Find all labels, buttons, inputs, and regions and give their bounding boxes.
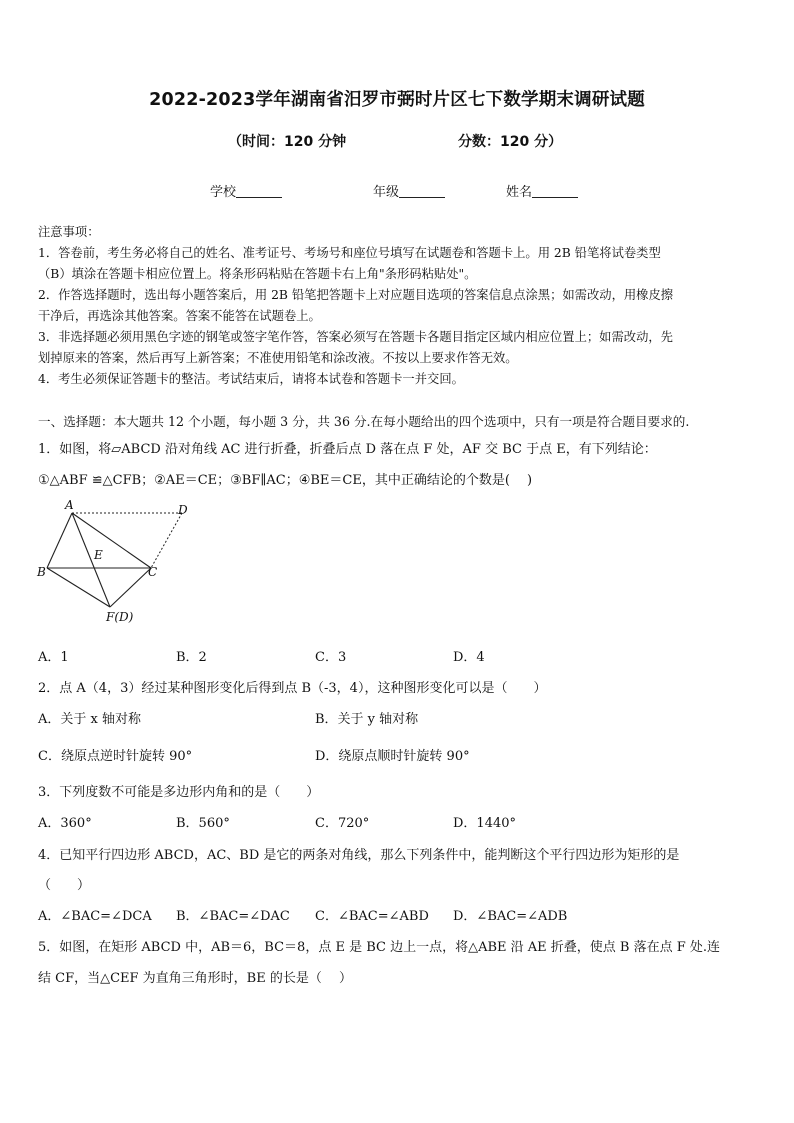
q1-option-b[interactable]: B．2: [176, 650, 207, 665]
q4-option-a[interactable]: A．∠BAC=∠DCA: [38, 909, 152, 924]
grade-label: 年级: [373, 185, 400, 200]
q2-option-c[interactable]: C．绕原点逆时针旋转 90°: [38, 749, 193, 764]
edge-AB: [47, 513, 72, 568]
exam-title: 2022-2023学年湖南省汨罗市弼时片区七下数学期末调研试题: [149, 90, 645, 110]
label-F: F(D): [106, 610, 134, 624]
note-line: 干净后，再选涂其他答案。答案不能答在试题卷上。: [38, 309, 321, 323]
q1-option-c[interactable]: C．3: [315, 650, 347, 665]
label-B: B: [37, 565, 46, 579]
q3-option-b[interactable]: B．560°: [176, 816, 230, 831]
edge-BF: [47, 568, 110, 607]
q1-option-d[interactable]: D．4: [453, 650, 485, 665]
q5-stem-line2: 结 CF，当△CEF 为直角三角形时，BE 的长是（ ）: [38, 971, 352, 986]
section-heading: 一、选择题：本大题共 12 个小题，每小题 3 分，共 36 分.在每小题给出的四个选项中，只有一项是符合题目要求的.: [38, 414, 690, 429]
name-field: [506, 181, 578, 200]
name-blank[interactable]: [532, 184, 578, 198]
school-label: 学校: [210, 185, 237, 200]
grade-field: [373, 181, 445, 200]
q2-option-b[interactable]: B．关于 y 轴对称: [315, 712, 419, 727]
label-C: C: [148, 565, 158, 579]
q4-paren: （ ）: [38, 878, 91, 893]
q4-stem: 4．已知平行四边形 ABCD，AC、BD 是它的两条对角线，那么下列条件中，能判断这个平行四边形为矩形的是: [38, 848, 680, 863]
q3-option-c[interactable]: C．720°: [315, 816, 370, 831]
q1-conclusions: ①△ABF ≌△CFB；②AE＝CE；③BF∥AC；④BE＝CE，其中正确结论的个数是( ): [38, 473, 533, 488]
note-line: （B）填涂在答题卡相应位置上。将条形码粘贴在答题卡右上角"条形码粘贴处"。: [38, 267, 477, 281]
edge-CF: [110, 568, 151, 607]
notes-heading: 注意事项：: [38, 225, 100, 239]
q4-option-d[interactable]: D．∠BAC=∠ADB: [453, 909, 568, 924]
q3-stem: 3．下列度数不可能是多边形内角和的是（ ）: [38, 785, 320, 800]
grade-blank[interactable]: [399, 184, 445, 198]
edge-AF: [72, 513, 110, 607]
q3-option-a[interactable]: A．360°: [38, 816, 92, 831]
q2-option-d[interactable]: D．绕原点顺时针旋转 90°: [315, 749, 470, 764]
note-line: 划掉原来的答案，然后再写上新答案；不准使用铅笔和涂改液。不按以上要求作答无效。: [38, 351, 518, 365]
label-D: D: [178, 503, 188, 517]
note-line: 1．答卷前，考生务必将自己的姓名、准考证号、考场号和座位号填写在试题卷和答题卡上。用 2B 铅笔将试卷类型: [38, 246, 661, 260]
note-line: 4．考生必须保证答题卡的整洁。考试结束后，请将本试卷和答题卡一并交回。: [38, 372, 464, 386]
note-line: 3．非选择题必须用黑色字迹的钢笔或签字笔作答，答案必须写在答题卡各题目指定区域内相应位置上；如需改动，先: [38, 330, 673, 344]
q2-stem: 2．点 A（4，3）经过某种图形变化后得到点 B（-3，4），这种图形变化可以是（ ）: [38, 681, 547, 696]
time-label: （时间：120 分钟: [228, 134, 347, 150]
edge-AC: [72, 513, 151, 568]
q1-parallelogram-figure: [30, 497, 210, 629]
note-line: 2．作答选择题时，选出每小题答案后，用 2B 铅笔把答题卡上对应题目选项的答案信息点涂黑；如需改动，用橡皮擦: [38, 288, 674, 302]
q4-option-b[interactable]: B．∠BAC=∠DAC: [176, 909, 290, 924]
q3-option-d[interactable]: D．1440°: [453, 816, 517, 831]
q2-option-a[interactable]: A．关于 x 轴对称: [38, 712, 141, 727]
q1-option-a[interactable]: A．1: [38, 650, 69, 665]
school-blank[interactable]: [236, 184, 282, 198]
school-field: [210, 181, 282, 200]
name-label: 姓名: [506, 185, 533, 200]
q5-stem-line1: 5．如图，在矩形 ABCD 中，AB＝6，BC＝8，点 E 是 BC 边上一点，将△ABE 沿 AE 折叠，使点 B 落在点 F 处.连: [38, 940, 721, 955]
label-A: A: [65, 498, 74, 512]
q4-option-c[interactable]: C．∠BAC=∠ABD: [315, 909, 429, 924]
score-label: 分数：120 分）: [458, 134, 563, 150]
q1-stem: 1．如图，将▱ABCD 沿对角线 AC 进行折叠，折叠后点 D 落在点 F 处，AF 交 BC 于点 E，有下列结论：: [38, 442, 657, 457]
label-E: E: [94, 548, 103, 562]
dashed-edge-DC: [151, 513, 182, 568]
